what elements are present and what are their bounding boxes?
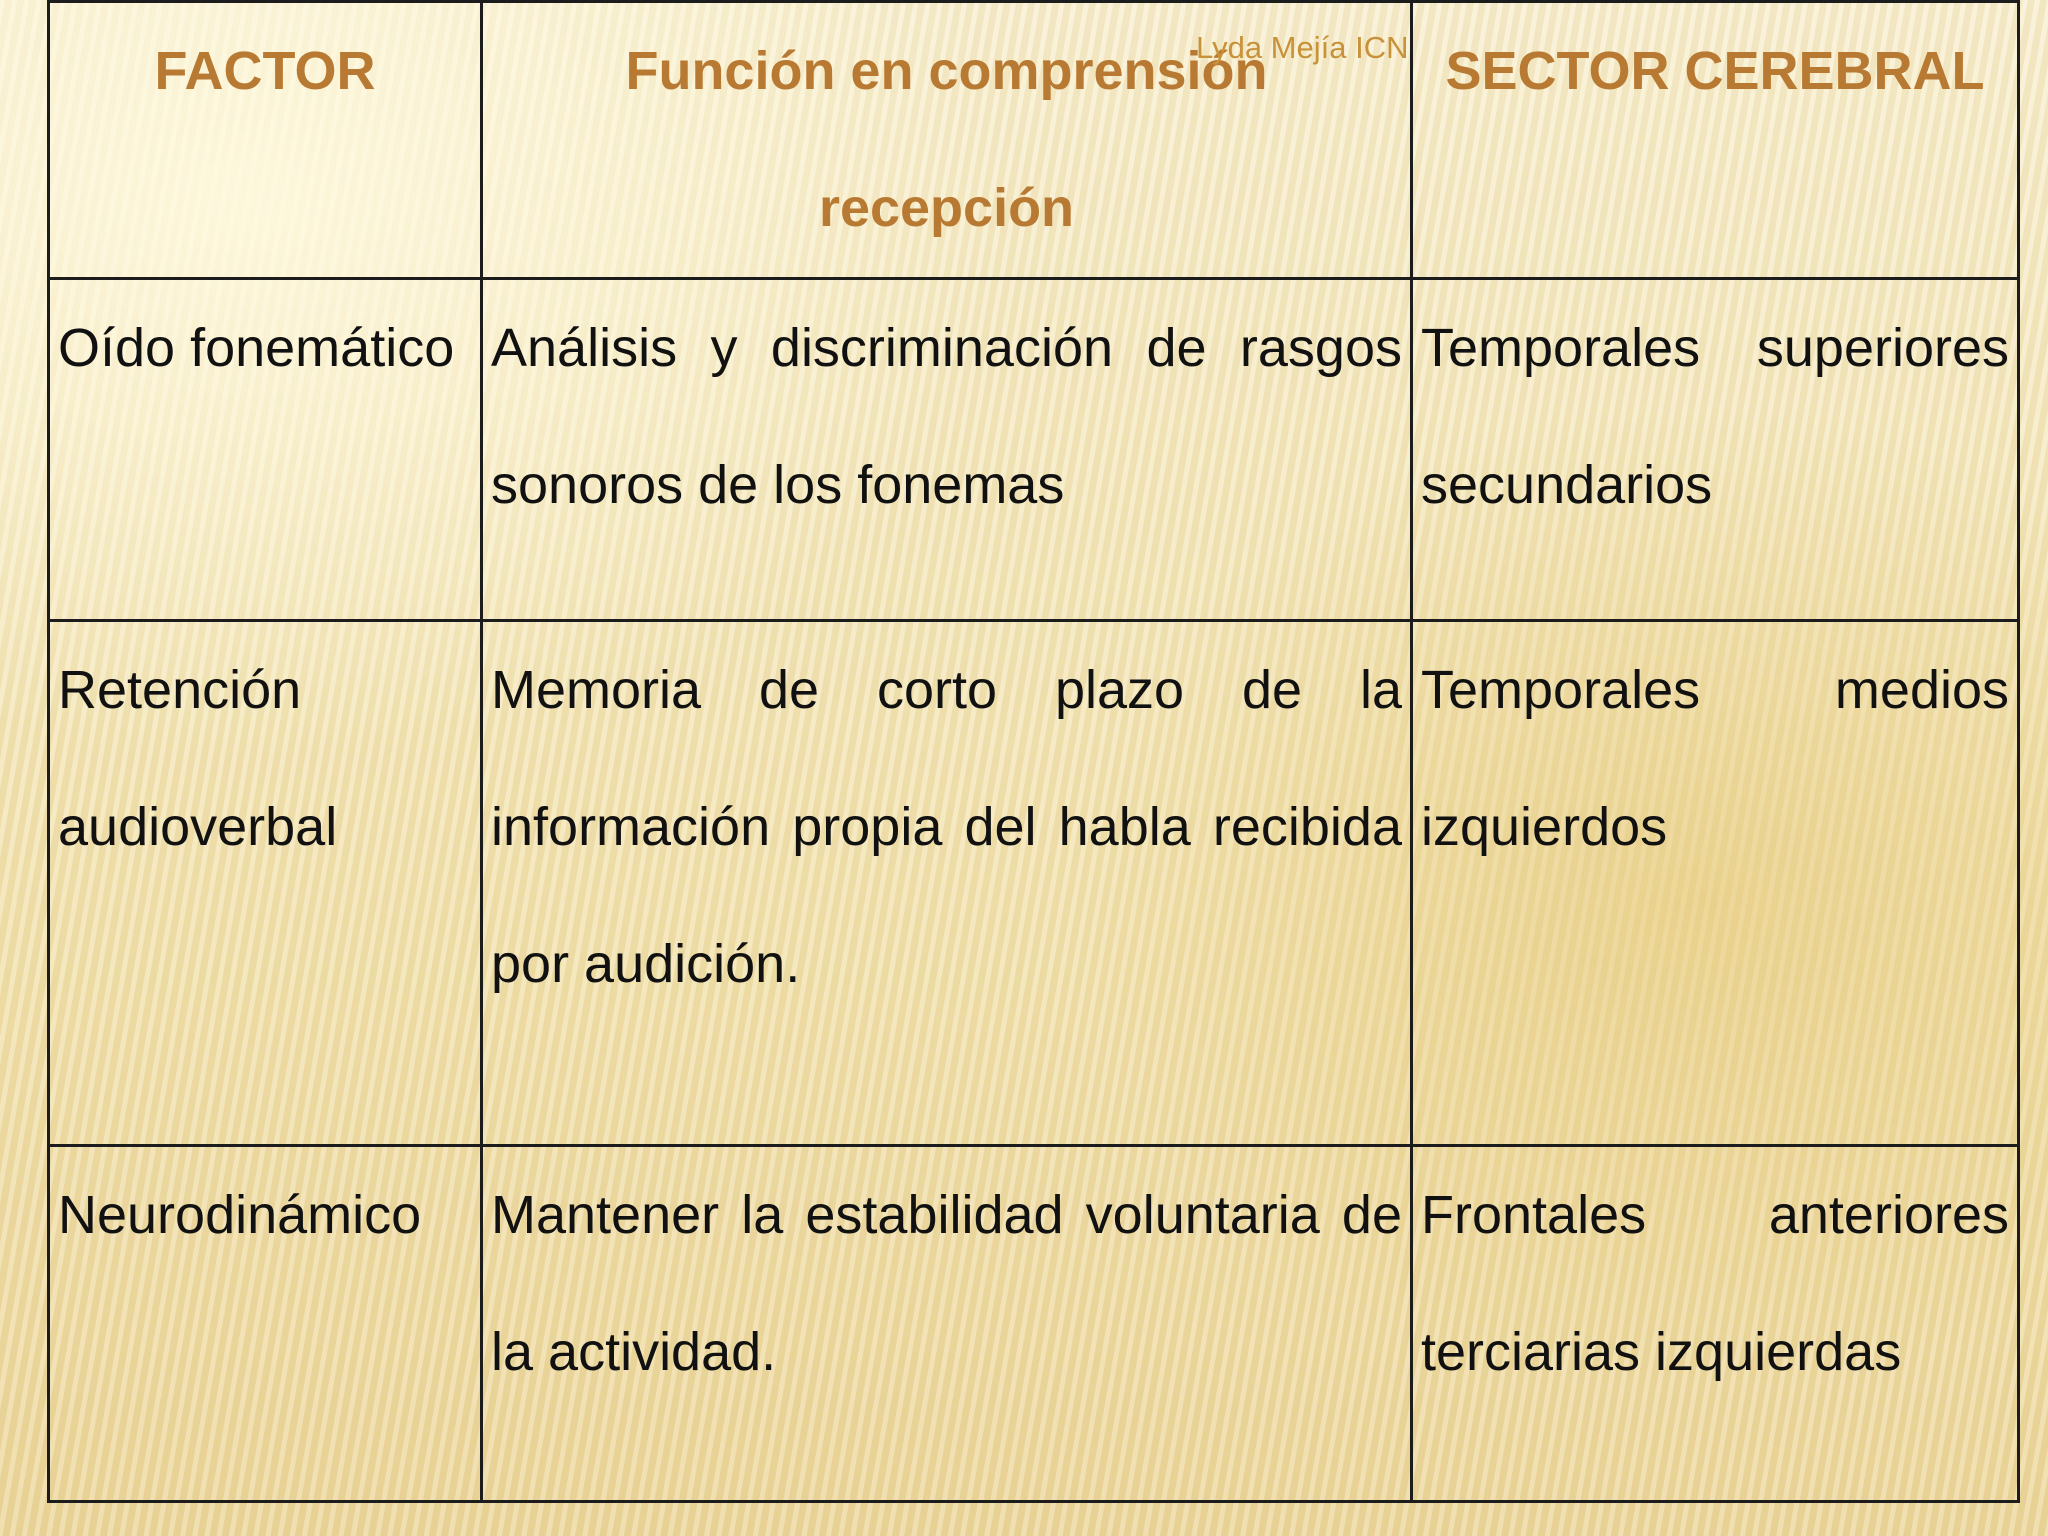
cell-funcion [482,621,1412,1146]
cell-sector [1412,1146,2019,1502]
header-factor: FACTOR [49,2,482,279]
cell-funcion [482,1146,1412,1502]
sector-text: Frontales anteriores terciarias izquierdas [1421,1185,2009,1382]
author-watermark: Lyda Mejía ICN [1196,30,1409,65]
funcion-text: Mantener la estabilidad voluntaria de la actividad. [491,1185,1402,1382]
cell-factor [49,1146,482,1502]
funcion-text: Memoria de corto plazo de la información propia del habla recibida por audición. [491,660,1402,994]
sector-text: Temporales superiores secundarios [1421,318,2009,515]
header-sector: SECTOR CEREBRAL [1412,2,2019,279]
table-row [49,621,2019,1146]
cell-factor [49,279,482,621]
factor-text: Neurodinámico [58,1185,422,1245]
factors-table [47,0,2017,1495]
cell-factor [49,621,482,1146]
header-funcion: Función en comprensión recepción [482,2,1412,279]
factor-text: Oído fonemático [58,318,455,378]
cell-funcion [482,279,1412,621]
funcion-text: Análisis y discriminación de rasgos sonoros de los fonemas [491,318,1402,515]
cell-sector [1412,279,2019,621]
table-row [49,1146,2019,1502]
factor-text: Retención audioverbal [58,660,338,857]
table-row [49,279,2019,621]
sector-text: Temporales medios izquierdos [1421,660,2009,857]
cell-sector [1412,621,2019,1146]
table-header-row [49,2,2019,279]
